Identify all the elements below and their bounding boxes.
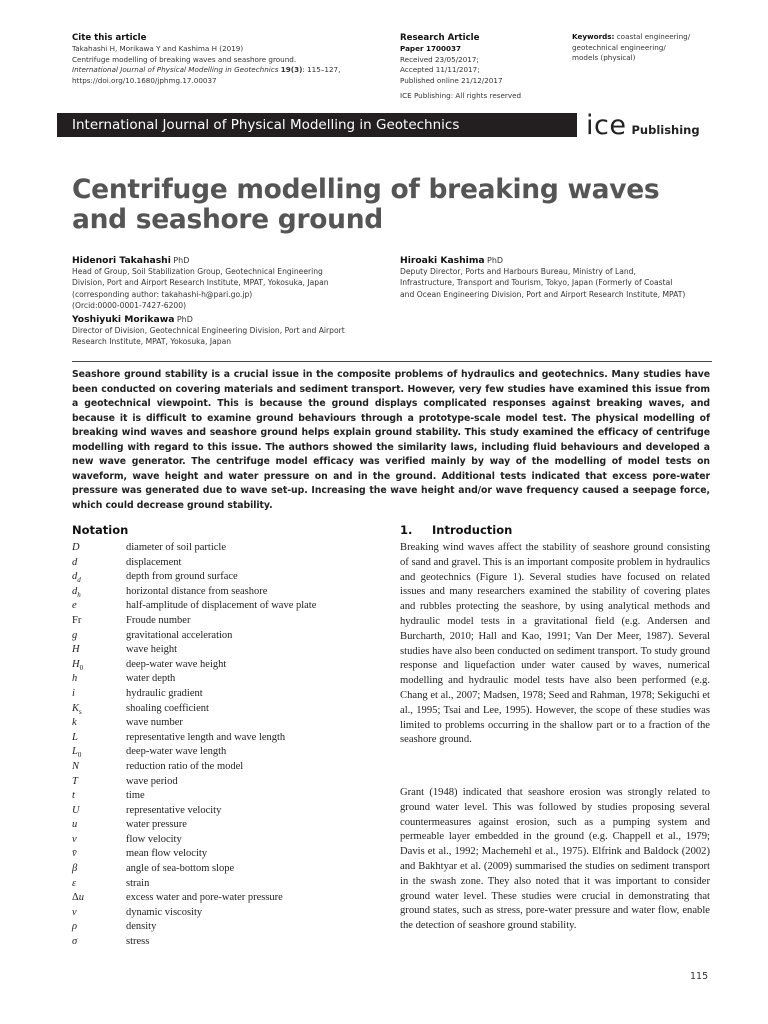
author-degree: PhD: [487, 256, 504, 265]
cite-authors: Takahashi H, Morikawa Y and Kashima H (2019): [72, 44, 244, 53]
notation-row: [72, 716, 382, 731]
cite-volume: 19(3): [280, 65, 303, 75]
ice-logo-mark: ice: [586, 110, 627, 141]
keyword-1: coastal engineering/: [616, 32, 691, 41]
notation-heading: Notation: [72, 523, 129, 537]
notation-symbol: $L_0$: [72, 746, 82, 760]
notation-row: [72, 789, 382, 804]
research-article-block: [400, 32, 550, 86]
notation-definition: flow velocity: [126, 833, 182, 845]
notation-symbol: d: [72, 556, 78, 568]
notation-row: [72, 731, 382, 746]
cite-journal: International Journal of Physical Modelling in Geotechnics: [72, 65, 279, 75]
notation-symbol: D: [72, 542, 80, 553]
notation-definition: representative velocity: [126, 804, 222, 816]
notation-definition: hydraulic gradient: [126, 687, 203, 699]
keywords-label: Keywords:: [572, 32, 615, 41]
page-number: 115: [690, 971, 709, 982]
notation-definition: density: [126, 921, 157, 933]
affiliation-line: and Ocean Engineering Division, Port and Airport Research Institute, MPAT): [400, 289, 686, 299]
title-line-2: and seashore ground: [72, 204, 383, 235]
ice-publishing-logo: [586, 110, 700, 141]
affiliation-line: Infrastructure, Transport and Tourism, Tokyo, Japan (Formerly of Coastal: [400, 278, 673, 288]
notation-symbol: U: [72, 804, 80, 816]
cite-journal-line: [72, 65, 372, 76]
notation-row: [72, 818, 382, 833]
orcid: (Orcid:0000-0001-7427-6200): [72, 300, 187, 310]
citation-block: [72, 32, 372, 86]
title-line-1: Centrifuge modelling of breaking waves: [72, 174, 660, 205]
research-heading: Research Article: [400, 33, 480, 43]
introduction-heading: [400, 523, 512, 537]
notation-definition: shoaling coefficient: [126, 702, 209, 714]
notation-definition: dynamic viscosity: [126, 906, 203, 918]
notation-symbol: $d_d$: [72, 571, 81, 585]
notation-definition: deep-water wave length: [126, 746, 227, 758]
notation-symbol: v: [72, 833, 77, 845]
notation-symbol: g: [72, 629, 78, 641]
notation-row: [72, 672, 382, 687]
notation-definition: deep-water wave height: [126, 658, 227, 670]
author-name: Yoshiyuki Morikawa: [72, 314, 175, 325]
notation-definition: reduction ratio of the model: [126, 760, 244, 772]
notation-row: [72, 833, 382, 848]
notation-symbol: ε: [72, 877, 77, 889]
notation-definition: horizontal distance from seashore: [126, 585, 268, 597]
notation-row: [72, 658, 382, 673]
notation-symbol: u: [72, 819, 78, 831]
keyword-2: geotechnical engineering/: [572, 42, 666, 52]
notation-row: [72, 891, 382, 906]
notation-symbol: T: [72, 775, 78, 787]
section-number: 1.: [400, 523, 413, 537]
notation-symbol: ν: [72, 906, 77, 918]
intro-paragraph-2: Grant (1948) indicated that seashore erosion was strongly related to ground water level. This was followed by studies proposing several countermeasures against erosion, such as a pumping system and permeable layer embedded in the ground (e.g. Chappell et al., 1979; Davis et al., 1992; Machemehl et al., 1975). Elfrink and Baldock (2002) and Bakhtyar et al. (2009) summarised the studies on sediment transport in the swash zone. They also noted that it was important to consider ground water level. These studies were crucial in demonstrating that ground states, such as stress, pore-water pressure and water flow, enable the detection of seashore ground stability.: [400, 787, 710, 932]
notation-symbol: σ: [72, 936, 78, 948]
author-morikawa: [72, 314, 382, 348]
notation-symbol: v̄: [72, 848, 77, 860]
ice-logo-text: Publishing: [631, 123, 700, 137]
notation-row: [72, 847, 382, 862]
notation-definition: strain: [126, 877, 150, 889]
notation-symbol: β: [72, 863, 78, 875]
notation-symbol: Δu: [72, 892, 85, 904]
article-title: [72, 175, 712, 235]
paper-number: Paper 1700037: [400, 44, 461, 53]
notation-row: [72, 760, 382, 775]
journal-banner: [57, 113, 577, 137]
notation-row: [72, 920, 382, 935]
notation-definition: wave period: [126, 775, 178, 787]
cite-heading: Cite this article: [72, 33, 147, 43]
notation-definition: wave number: [126, 717, 183, 729]
cite-doi-link[interactable]: https://doi.org/10.1680/jphmg.17.00037: [72, 75, 217, 85]
author-name: Hidenori Takahashi: [72, 255, 171, 266]
affiliation-line: Division, Port and Airport Research Institute, MPAT, Yokosuka, Japan: [72, 278, 329, 288]
notation-definition: water depth: [126, 673, 176, 685]
intro-paragraph-1: Breaking wind waves affect the stability of seashore ground consisting of sand and gravel. This is an important composite problem in hydraulics and geotechnics (Figure 1). Several studies have focused on related issues and many researchers examined the stability of covering plates and rubbles protecting the seashore, by using analytical methods and hydraulic model tests in a gravitational field (e.g. Andersen and Burcharth, 2010; Hall and Kao, 1991; Van Der Meer, 1987). Several studies have also been conducted on sediment transport. To study ground response and liquefaction under water caused by waves, numerical modelling and hydraulic model tests have also been performed (e.g. Chang et al., 2007; Madsen, 1978; Seed and Rahman, 1978; Sekiguchi et al., 1995; Tsai and Lee, 1995). However, the scope of these studies was limited to problems occurring in the shallow part or to a fraction of the seashore ground.: [400, 542, 710, 746]
notation-symbol: e: [72, 600, 77, 612]
affiliation-line: Research Institute, MPAT, Yokosuka, Japan: [72, 337, 232, 347]
published-date: Published online 21/12/2017: [400, 75, 503, 85]
abstract-divider: [72, 361, 712, 362]
affiliation-line: Director of Division, Geotechnical Engineering Division, Port and Airport: [72, 326, 345, 336]
keywords-block: [572, 32, 712, 64]
notation-row: [72, 935, 382, 950]
notation-symbol: $d_h$: [72, 585, 81, 599]
notation-symbol: t: [72, 790, 75, 802]
notation-definition: gravitational acceleration: [126, 629, 233, 641]
received-date: Received 23/05/2017;: [400, 54, 479, 64]
notation-row: [72, 702, 382, 717]
notation-definition: wave height: [126, 644, 178, 656]
notation-row: [72, 556, 382, 571]
author-takahashi: [72, 255, 382, 311]
notation-row: [72, 585, 382, 600]
notation-row: [72, 629, 382, 644]
notation-symbol: L: [72, 731, 78, 743]
notation-definition: depth from ground surface: [126, 571, 238, 583]
notation-row: [72, 541, 382, 556]
notation-definition: diameter of soil particle: [126, 542, 227, 553]
notation-list: [72, 541, 382, 950]
notation-symbol: Fr: [72, 614, 82, 626]
notation-row: [72, 570, 382, 585]
notation-definition: water pressure: [126, 819, 187, 831]
cite-title: Centrifuge modelling of breaking waves and seashore ground.: [72, 54, 297, 64]
notation-symbol: h: [72, 673, 78, 685]
affiliation-line: Deputy Director, Ports and Harbours Bureau, Ministry of Land,: [400, 267, 636, 277]
notation-definition: mean flow velocity: [126, 848, 208, 860]
notation-row: [72, 599, 382, 614]
cite-pages: : 115–127,: [302, 65, 341, 75]
notation-symbol: H: [72, 644, 80, 656]
notation-definition: excess water and pore-water pressure: [126, 892, 283, 904]
notation-definition: displacement: [126, 556, 182, 568]
author-degree: PhD: [173, 256, 190, 265]
notation-definition: representative length and wave length: [126, 731, 286, 743]
notation-row: [72, 877, 382, 892]
notation-definition: stress: [126, 936, 150, 948]
keyword-3: models (physical): [572, 53, 636, 63]
notation-symbol: N: [72, 760, 80, 772]
notation-symbol: ρ: [72, 921, 78, 933]
corresponding-email: (corresponding author: takahashi-h@pari.go.jp): [72, 289, 253, 299]
affiliation-line: Head of Group, Soil Stabilization Group, Geotechnical Engineering: [72, 267, 323, 277]
notation-definition: half-amplitude of displacement of wave plate: [126, 600, 317, 612]
author-name: Hiroaki Kashima: [400, 255, 485, 266]
journal-title: International Journal of Physical Modelling in Geotechnics: [72, 117, 460, 133]
notation-row: [72, 804, 382, 819]
notation-row: [72, 687, 382, 702]
notation-definition: Froude number: [126, 614, 191, 626]
notation-definition: time: [126, 790, 145, 802]
notation-definition: angle of sea-bottom slope: [126, 863, 235, 875]
notation-row: [72, 862, 382, 877]
notation-row: [72, 643, 382, 658]
notation-row: [72, 906, 382, 921]
notation-row: [72, 775, 382, 790]
notation-symbol: $H_0$: [72, 658, 84, 672]
accepted-date: Accepted 11/11/2017;: [400, 65, 480, 75]
author-degree: PhD: [176, 315, 193, 324]
notation-symbol: $K_s$: [72, 702, 82, 716]
author-kashima: [400, 255, 720, 300]
rights-notice: ICE Publishing: All rights reserved: [400, 91, 522, 100]
abstract: Seashore ground stability is a crucial issue in the composite problems of hydraulics and geotechnics. Many studies have been conducted on covering materials and sediment transport. However, very few studies have examined this issue from a geotechnical viewpoint. This is because the ground displays complicated responses against breaking waves, and because it is difficult to examine ground behaviours through a prototype-scale model test. The physical modelling of breaking wind waves and seashore ground helps explain ground stability. This study examined the efficacy of centrifuge modelling with regard to this issue. The authors showed the similarity laws, including fluid behaviours and developed a new wave generator. The centrifuge model efficacy was verified mainly by way of the modelling of model tests on waveform, wave height and water pressure on and in the ground. Additional tests indicated that excess pore-water pressure was generated due to wave set-up. Increasing the wave height and/or wave frequency caused a seepage force, which could decrease ground stability.: [72, 369, 710, 511]
section-title: Introduction: [432, 523, 513, 537]
notation-symbol: i: [72, 687, 75, 699]
notation-row: [72, 614, 382, 629]
notation-row: [72, 745, 382, 760]
notation-symbol: k: [72, 717, 77, 729]
